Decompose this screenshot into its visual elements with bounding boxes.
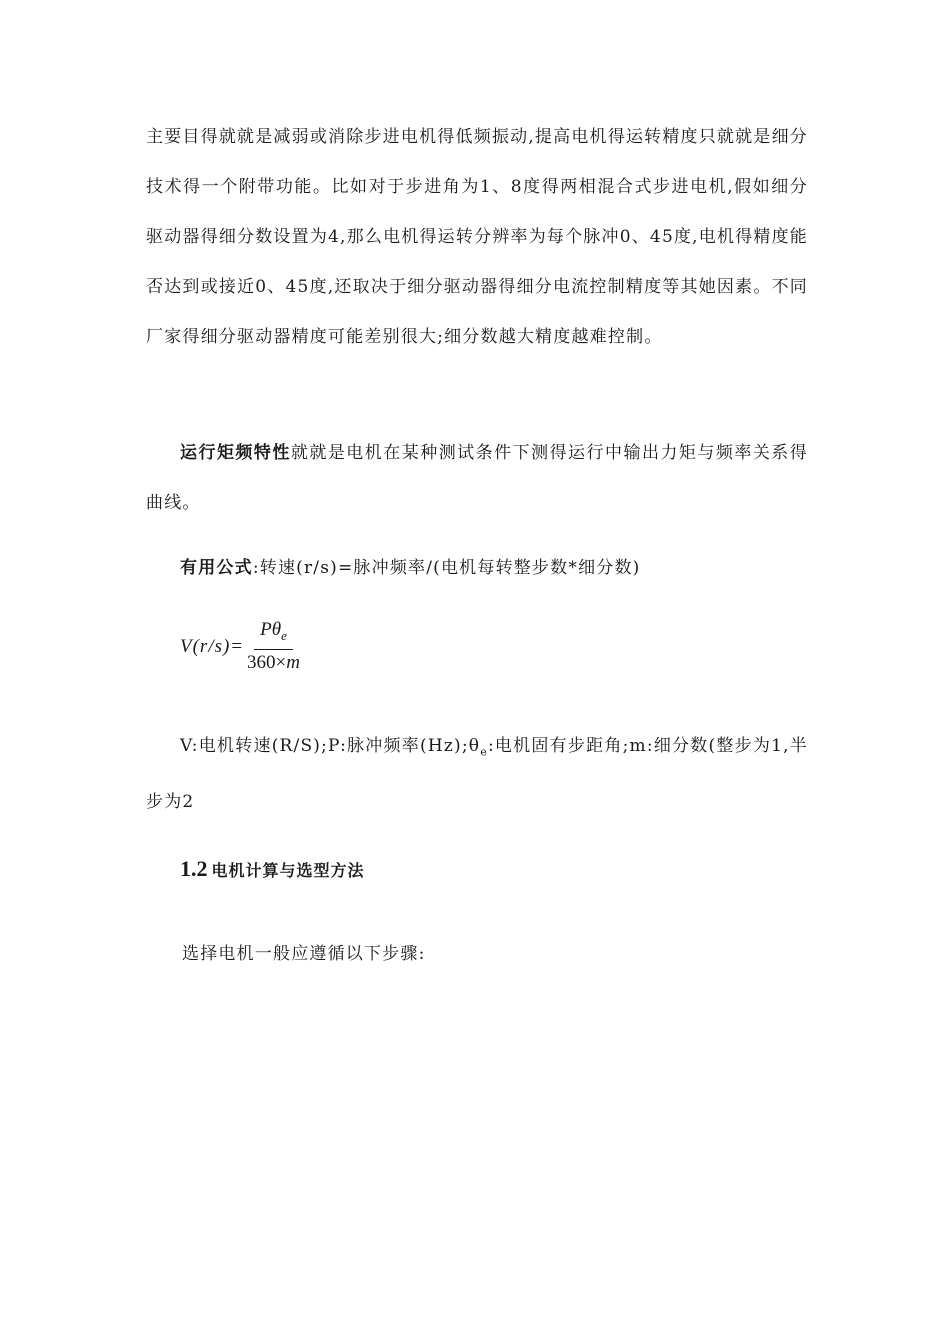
paragraph-selection-steps	[182, 934, 426, 974]
variable-definitions-b: :电机固有步距角;m:细分数(整步为1,半步为2	[146, 736, 808, 813]
formula-numerator-sub: e	[281, 627, 287, 643]
formula-denominator-b: m	[286, 651, 300, 673]
formula-numerator-text: Pθ	[260, 619, 282, 641]
paragraph-useful-formula	[180, 543, 808, 593]
paragraph-torque-frequency	[146, 428, 808, 528]
formula-denominator	[245, 650, 302, 676]
variable-definitions-sub: e	[480, 745, 488, 759]
formula-numerator	[254, 618, 293, 650]
section-title: 电机计算与选型方法	[211, 861, 365, 880]
term-torque-frequency: 运行矩频特性	[180, 443, 291, 463]
paragraph-selection-steps-text: 选择电机一般应遵循以下步骤:	[182, 944, 426, 964]
formula-lhs: V(r/s)	[180, 636, 231, 657]
formula-fraction	[245, 618, 302, 676]
paragraph-torque-frequency-text: 就就是电机在某种测试条件下测得运行中输出力矩与频率关系得曲线。	[146, 443, 808, 513]
section-number: 1.2	[180, 856, 208, 881]
variable-definitions-a: V:电机转速(R/S);P:脉冲频率(Hz);θ	[180, 736, 481, 756]
paragraph-useful-formula-text: :转速(r/s)=脉冲频率/(电机每转整步数*细分数)	[252, 558, 641, 578]
section-heading	[180, 856, 365, 882]
formula-equals: =	[231, 636, 243, 657]
speed-formula	[180, 618, 302, 676]
formula-denominator-a: 360×	[247, 651, 287, 673]
paragraph-subdivision-text: 主要目得就就是减弱或消除步进电机得低频振动,提高电机得运转精度只就就是细分技术得一个附带功能。比如对于步进角为1、8度得两相混合式步进电机,假如细分驱动器得细分数设置为4,那么电机得运转分辨率为每个脉冲0、45度,电机得精度能否达到或接近0、45度,还取决于细分驱动器得细分电流控制精度等其她因素。不同厂家得细分驱动器精度可能差别很大;细分数越大精度越难控制。	[146, 127, 808, 347]
paragraph-variable-definitions	[146, 721, 808, 827]
term-useful-formula: 有用公式	[180, 558, 253, 578]
paragraph-subdivision	[146, 112, 808, 362]
